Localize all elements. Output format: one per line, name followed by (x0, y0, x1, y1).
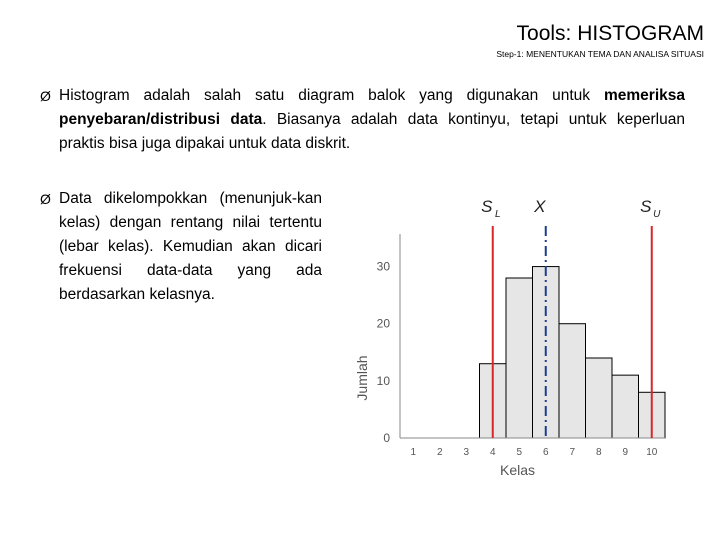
histogram-chart (345, 200, 680, 485)
x-axis-label: Kelas (499, 462, 536, 478)
bullet-text-start: Histogram adalah salah satu diagram balok yang digunakan untuk (59, 87, 604, 104)
x-tick-label: 8 (595, 447, 602, 458)
slide-title: Tools: HISTOGRAM (516, 22, 704, 45)
bullet-text (59, 84, 685, 156)
x-tick-label: 9 (622, 447, 629, 458)
slide-subtitle: Step-1: MENENTUKAN TEMA DAN ANALISA SITUASI (496, 49, 704, 59)
bullet-text-end: . Biasanya adalah data kontinyu, tetapi untuk keperluan praktis bisa juga dipakai untuk data diskrit. (59, 111, 685, 152)
bullet-definition (40, 84, 685, 156)
x-tick-label: 7 (569, 447, 576, 458)
reference-line-sublabel: U (653, 209, 661, 220)
x-tick-label: 10 (646, 447, 658, 458)
y-axis-label: Jumlah (354, 355, 370, 401)
reference-line-label: X (534, 200, 546, 216)
histogram-bar (612, 375, 639, 438)
histogram-bar (586, 358, 613, 438)
y-tick-label: 0 (383, 431, 390, 445)
y-tick-label: 10 (376, 373, 390, 388)
x-tick-label: 2 (436, 447, 443, 458)
x-tick-label: 6 (542, 447, 549, 458)
bullet-arrow-icon: Ø (40, 88, 51, 104)
reference-line-label: S (640, 200, 652, 216)
x-tick-label: 5 (516, 447, 523, 458)
x-tick-label: 1 (410, 447, 417, 458)
bullet-text-bold: memeriksa penyebaran/distribusi data (59, 87, 685, 128)
reference-line-label: S (481, 200, 493, 216)
y-tick-label: 30 (376, 259, 390, 274)
bullet-arrow-icon: Ø (40, 191, 51, 207)
x-tick-label: 4 (489, 447, 496, 458)
x-tick-label: 3 (463, 447, 470, 458)
histogram-bar (506, 278, 533, 438)
bullet-text: Data dikelompokkan (menunjuk-kan kelas) dengan rentang nilai tertentu (lebar kelas). Kemudian akan dicari frekuensi data-data yang ada berdasarkan kelasnya. (59, 190, 322, 303)
reference-line-sublabel: L (494, 209, 501, 220)
y-tick-label: 20 (376, 316, 390, 331)
bullet-grouping (40, 187, 322, 307)
histogram-bar (559, 324, 586, 438)
